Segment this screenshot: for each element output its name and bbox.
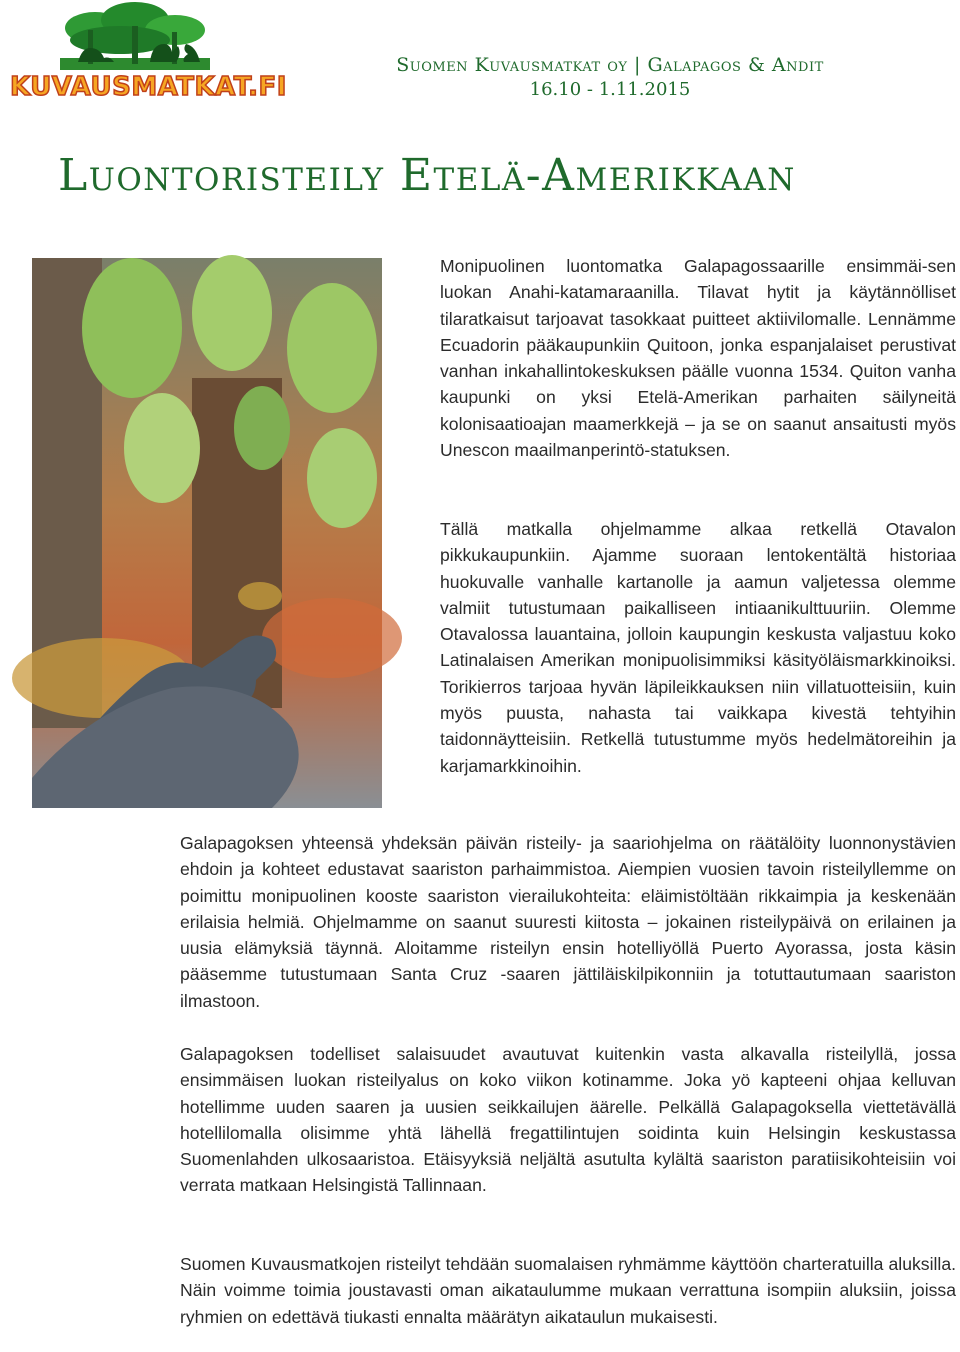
logo-wordmark: KUVAUSMATKAT.FI [10, 72, 287, 102]
kuvausmatkat-logo[interactable] [0, 0, 287, 105]
paragraph-otavalo: Tällä matkalla ohjelmamme alkaa retkellä Otavalon pikkukaupunkiin. Ajamme suoraan lentokentältä historiaa huokuvalle vanhalle kartanolle ja aamun valjetessa olemme valmiit tutustumaan paikalliseen intiaanikulttuuriin. Olemme Otavalossa lauantaina, jolloin kaupungin keskusta valjastuu koko Latinalaisen Amerikan monipuolisimmiksi käsityöläismarkkinoiksi. Torikierros tarjoaa hyvän läpileikkauksen niin villatuotteisiin, kuin myös puusta, nahasta tai vaikkapa kivestä tehtyihin taidonnäytteisiin. Retkellä tutustumme myös hedelmätoreihin ja karjamarkkinoihin. [440, 519, 956, 776]
jungle-silhouette [60, 2, 210, 70]
paragraph-intro: Monipuolinen luontomatka Galapagossaarille ensimmäi-sen luokan Anahi-katamaraanilla. Tilavat hytit ja käytännölliset tilaratkaisut tarjoavat tasokkaat puitteet aktiivilomalle. Lennämme Ecuadorin pääkaupunkiin Quitoon, jonka espanjalaiset perustivat vanhan inkahallintokeskuksen päälle vuonna 1534. Quiton vanha kaupunki on yksi Etelä-Amerikan parhaiten säilyneitä kolonisaatioajan maamerkkejä – ja se on saanut ansaitusti myös Unescon maailmanperintö-statuksen. [440, 256, 956, 461]
header-dates: 16.10 - 1.11.2015 [529, 79, 691, 100]
paragraph-galapagos-cruise: Galapagoksen yhteensä yhdeksän päivän risteily- ja saariohjelma on räätälöity luonnonystävien ehdoin ja kohteet edustavat saariston parhaimmistoa. Aiempien vuosien tavoin risteilyllemme on poimittu monipuolinen kooste saariston vierailukohteita: eläimistöltään rikkaimpia ja keskenään erilaisia helmiä. Ohjelmamme on saanut suuresti kiitosta – jokainen risteilypäivä on erilainen ja uusia elämyksiä täynnä. Aloitamme risteilyn ensin hotelliyöllä Puerto Ayorassa, josta käsin pääsemme tutustumaan Santa Cruz -saaren jättiläiskilpikonniin ja totuttautumaan saariston ilmastoon. [180, 833, 956, 1011]
header-company-trip: Suomen Kuvausmatkat oy | Galapagos & Andit [396, 54, 824, 76]
page-title: Luontoristeily Etelä-Amerikkaan [58, 150, 796, 201]
land-iguana-cactus-photo [32, 258, 382, 808]
paragraph-secrets: Galapagoksen todelliset salaisuudet avautuvat kuitenkin vasta alkavalla risteilyllä, jossa ensimmäisen luokan risteilyalus on koko viikon kotinamme. Joka yö kapteeni ohjaa kelluvan hotellimme uuden saaren ja uusien seikkailujen äärelle. Pelkällä Galapagoksella viettetävällä hotellilomalla olisimme yhtä lähellä fregattilintujen soidinta kuin Helsingin keskustassa Suomenlahden ulkosaaristoa. Etäisyyksiä neljältä asutulta kylältä saariston paratiisikohteisiin voi verrata matkaan Helsingistä Tallinnaan. [180, 1044, 956, 1196]
paragraph-charter: Suomen Kuvausmatkojen risteilyt tehdään suomalaisen ryhmämme käyttöön charteratuilla aluksilla. Näin voimme toimia joustavasti oman aikataulumme mukaan verrattuna isompiin aluksiin, joissa ryhmien on edettävä tiukasti ennalta määrätyn aikataulun mukaisesti. [180, 1254, 956, 1327]
